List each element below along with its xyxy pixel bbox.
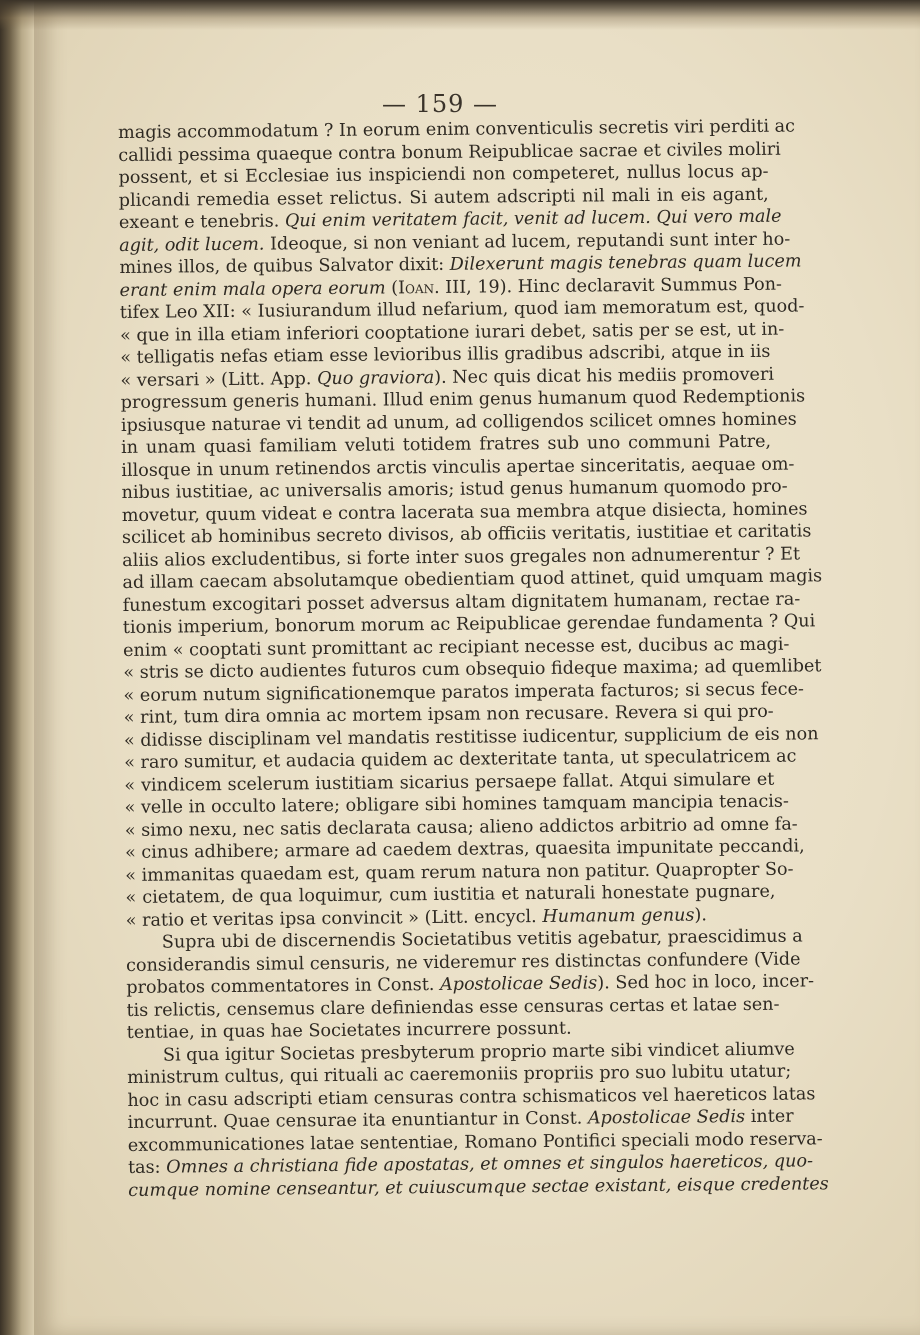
text-segment: in unam quasi familiam veluti totidem fratres sub uno communi Patre, xyxy=(121,431,772,458)
text-segment: Ideoque, si non veniant ad lucem, reputandi sunt inter ho- xyxy=(264,229,791,255)
text-segment: magis accommodatum ? In eorum enim conventiculis secretis viri perditi ac xyxy=(118,116,796,143)
text-segment: « immanitas quaedam est, quam rerum natura non patitur. Quapropter So- xyxy=(125,859,794,886)
text-segment: mines illos, de quibus Salvator dixit: xyxy=(119,254,450,278)
text-segment: Supra ubi de discernendis Societatibus vetitis agebatur, praescidimus a xyxy=(161,926,803,953)
text-segment: ministrum cultus, qui rituali ac caeremoniis propriis pro suo lubitu utatur; xyxy=(127,1061,792,1088)
text-segment: « versari » (Litt. App. xyxy=(120,368,318,391)
text-segment: incurrunt. Quae censurae ita enuntiantur in Const. xyxy=(127,1108,589,1133)
page-number: — 159 — xyxy=(381,90,499,118)
text-segment: plicandi remedia esset relictus. Si autem adscripti nil mali in eis agant, xyxy=(118,184,769,211)
text-segment: ad illam caecam absolutamque obedientiam quod attinet, quid umquam magis xyxy=(122,566,823,593)
text-segment: « velle in occulto latere; obligare sibi homines tamquam mancipia tenacis- xyxy=(124,791,789,818)
text-segment: possent, et si Ecclesiae ius inspiciendi non competeret, nullus locus ap- xyxy=(118,161,769,188)
text-segment: probatos commentatores in Const. xyxy=(126,974,441,998)
text-segment: progressum generis humani. Illud enim genus humanum quod Redemptionis xyxy=(120,386,806,413)
italic-text-segment: Dilexerunt magis tenebras quam lucem xyxy=(449,251,802,275)
text-segment: callidi pessima quaeque contra bonum Reipublicae sacrae et civiles moliri xyxy=(118,139,781,166)
text-segment: ). xyxy=(694,904,708,926)
text-segment: « eorum nutum significationemque paratos imperata facturos; si secus fece- xyxy=(123,678,804,706)
italic-text-segment: Apostolicae Sedis xyxy=(439,973,598,995)
italic-text-segment: Omnes a christiana fide apostatas, et omnes et singulos haereticos, quo- xyxy=(166,1151,814,1178)
text-segment: ( xyxy=(385,277,399,298)
text-segment: . III, 19). Hinc declaravit Summus Pon- xyxy=(433,274,783,298)
text-segment: « raro sumitur, et audacia quidem ac dexteritate tanta, ut speculatricem ac xyxy=(124,746,797,773)
text-segment: illosque in unum retinendos arctis vinculis apertae sinceritatis, aequae om- xyxy=(121,454,795,481)
text-segment: ). Nec quis dicat his mediis promoveri xyxy=(434,364,775,388)
text-segment: tifex Leo XII: « Iusiurandum illud nefarium, quod iam memoratum est, quod- xyxy=(119,296,805,323)
text-segment: « telligatis nefas etiam esse levioribus illis gradibus adscribi, atque in iis xyxy=(120,341,771,368)
body-text xyxy=(118,116,829,1202)
text-segment: « ratio et veritas ipsa convincit » (Litt. encycl. xyxy=(125,906,543,931)
text-segment: Si qua igitur Societas presbyterum proprio marte sibi vindicet aliumve xyxy=(162,1039,795,1066)
italic-text-segment: Apostolicae Sedis xyxy=(587,1107,746,1129)
italic-text-segment: Quo graviora xyxy=(316,367,435,389)
text-segment: considerandis simul censuris, ne videremur res distinctas confundere (Vide xyxy=(126,948,801,976)
italic-text-segment: Humanum genus xyxy=(542,905,695,927)
text-segment: tis relictis, censemus clare definiendas esse censuras certas et latae sen- xyxy=(126,994,780,1021)
small-caps-text-segment: Ioan xyxy=(398,277,435,298)
text-segment: « stris se dicto audientes futuros cum obsequio fideque maxima; ad quemlibet xyxy=(123,656,822,683)
italic-text-segment: Qui enim veritatem facit, venit ad lucem. Qui vero male xyxy=(284,206,782,232)
page-top-shadow xyxy=(0,0,920,30)
text-segment: excommunicationes latae sententiae, Romano Pontifici speciali modo reserva- xyxy=(127,1128,823,1156)
text-segment: nibus iustitiae, ac universalis amoris; istud genus humanum quomodo pro- xyxy=(121,476,788,503)
text-segment: hoc in casu adscripti etiam censuras contra schismaticos vel haereticos latas xyxy=(127,1083,816,1111)
italic-text-segment: agit, odit lucem. xyxy=(119,234,265,256)
text-segment: aliis alios excludentibus, si forte inter suos gregales non adnumerentur ? Et xyxy=(122,543,801,571)
text-segment: enim « cooptati sunt promittant ac recipiant necesse est, ducibus ac magi- xyxy=(122,634,790,661)
text-segment: « rint, tum dira omnia ac mortem ipsam non recusare. Revera si qui pro- xyxy=(123,701,774,728)
italic-text-segment: erant enim mala opera eorum xyxy=(119,277,386,301)
text-segment: scilicet ab hominibus secreto divisos, ab officiis veritatis, iustitiae et caritatis xyxy=(121,521,812,548)
text-segment: funestum excogitari posset adversus altam dignitatem humanam, rectae ra- xyxy=(122,588,801,616)
text-segment: « simo nexu, nec satis declarata causa; alieno addictos arbitrio ad omne fa- xyxy=(124,814,798,841)
text-segment: tentiae, in quas hae Societates incurrere possunt. xyxy=(126,1018,572,1043)
italic-text-segment: cumque nomine censeantur, et cuiuscumque sectae existant, eisque credentes xyxy=(128,1173,829,1201)
text-segment: ipsiusque naturae vi tendit ad unum, ad colligendos scilicet omnes homines xyxy=(120,408,797,436)
text-segment: « didisse disciplinam vel mandatis restitisse iudicentur, supplicium de eis non xyxy=(123,723,819,751)
text-segment: exeant e tenebris. xyxy=(118,211,286,233)
text-segment: « cinus adhibere; armare ad caedem dextras, quaesita impunitate peccandi, xyxy=(124,836,805,863)
text-segment: tas: xyxy=(127,1157,167,1178)
text-segment: tionis imperium, bonorum morum ac Reipublicae gerendae fundamenta ? Qui xyxy=(122,611,816,638)
text-segment: « que in illa etiam inferiori cooptatione iurari debet, satis per se est, ut in- xyxy=(119,319,785,346)
text-segment: « cietatem, de qua loquimur, cum iustitia et naturali honestate pugnare, xyxy=(125,881,776,908)
text-segment: « vindicem scelerum iustitiam sicarius persaepe fallat. Atqui simulare et xyxy=(124,769,775,796)
text-segment: ). Sed hoc in loco, incer- xyxy=(597,971,815,994)
text-segment: movetur, quum videat e contra lacerata sua membra atque disiecta, homines xyxy=(121,498,808,526)
text-segment: inter xyxy=(745,1106,794,1128)
